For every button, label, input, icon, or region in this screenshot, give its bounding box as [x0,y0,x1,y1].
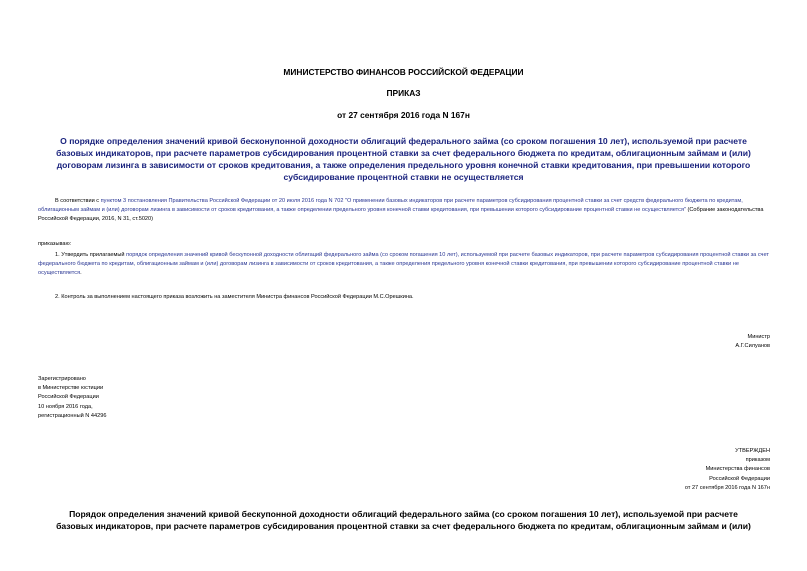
item-1-procedure-link[interactable]: порядок определения значений кривой бескупонной доходности облигаций федерального займа (со сроком погашения 10 лет), используемой при расчете базовых индикаторов, при расчете параметров субсидирования процентной ставки за счет федерального бюджета по кредитам, облигационным займам и (или) договорам лизинга в зависимости от сроков кредитования, а также определения предельного уровня конечной ставки кредитования, при превышении которого субсидирование процентной ставки не осуществляется [38,252,769,277]
approved-line: Министерства финансов [705,466,770,473]
registration-line: регистрационный N 44296 [38,412,107,419]
registration-block [38,375,106,421]
title-line: договорам лизинга в зависимости от сроков кредитования, а также определения предельного уровня конечной ставки кредитования, при превышении которого [56,160,751,170]
document-title [0,135,807,183]
signature-title: Министр [747,334,770,340]
order-word: приказываю: [38,241,72,247]
approved-line: от 27 сентября 2016 года N 167н [684,484,770,491]
item-1-tail: . [80,270,82,277]
ministry-heading: МИНИСТЕРСТВО ФИНАНСОВ РОССИЙСКОЙ ФЕДЕРАЦИИ [283,67,524,77]
registration-line: в Министерстве юстиции [38,385,104,392]
approved-line: приказом [745,457,770,464]
approved-line: УТВЕРЖДЕН [735,448,770,454]
signature-block [600,333,770,351]
procedure-title [0,508,807,532]
preamble-lead: В соответствии с [55,198,101,204]
registration-line: Зарегистрировано [38,376,86,382]
item-1-paragraph [38,251,774,279]
procedure-title-line: Порядок определения значений кривой бескупонной доходности облигаций федерального займа (со сроком погашения 10 лет), используемой при расчете [69,509,738,519]
title-line: субсидирование процентной ставки не осуществляется [283,172,524,182]
doc-type-heading: ПРИКАЗ [386,88,421,98]
signature-name: А.Г.Силуанов [735,343,770,350]
registration-line: Российской Федерации [38,394,99,401]
registration-line: 10 ноября 2016 года, [38,403,93,410]
doc-date-number: от 27 сентября 2016 года N 167н [337,110,470,120]
title-line: базовых индикаторов, при расчете параметров субсидирования процентной ставки за счет федерального бюджета по кредитам, облигационным займам и (или) [56,148,751,158]
procedure-title-line: базовых индикаторов, при расчете параметров субсидирования процентной ставки за счет федерального бюджета по кредитам, облигационным займам и (или) [56,521,751,531]
preamble-law-link[interactable]: пунктом 3 постановления Правительства Российской Федерации от 20 июля 2016 года N 702 "О применении базовых индикаторов при расчете параметров субсидирования процентной ставки за счет средств федерального бюджета по кредитам, облигационным займам и (или) договорам лизинга в зависимости от сроков кредитования, а также определении предельного уровня конечной ставки кредитования, при превышении которого субсидирование процентной ставки не осуществляется" [38,198,743,214]
approved-line: Российской Федерации [709,475,770,482]
preamble-tail: (Собрание законодательства Российской Федерации, 2016, N 31, ст.5020) [38,207,764,223]
item-2-paragraph: 2. Контроль за выполнением настоящего приказа возложить на заместителя Министра финансов Российской Федерации М.С.Орешкина. [55,294,414,300]
title-line: О порядке определения значений кривой бесконупонной доходности облигаций федерального займа (со сроком погашения 10 лет), используемой при расчете [60,136,747,146]
item-1-lead: 1. Утвердить прилагаемый [55,252,127,258]
approved-block [560,447,770,493]
preamble-paragraph [38,197,774,225]
